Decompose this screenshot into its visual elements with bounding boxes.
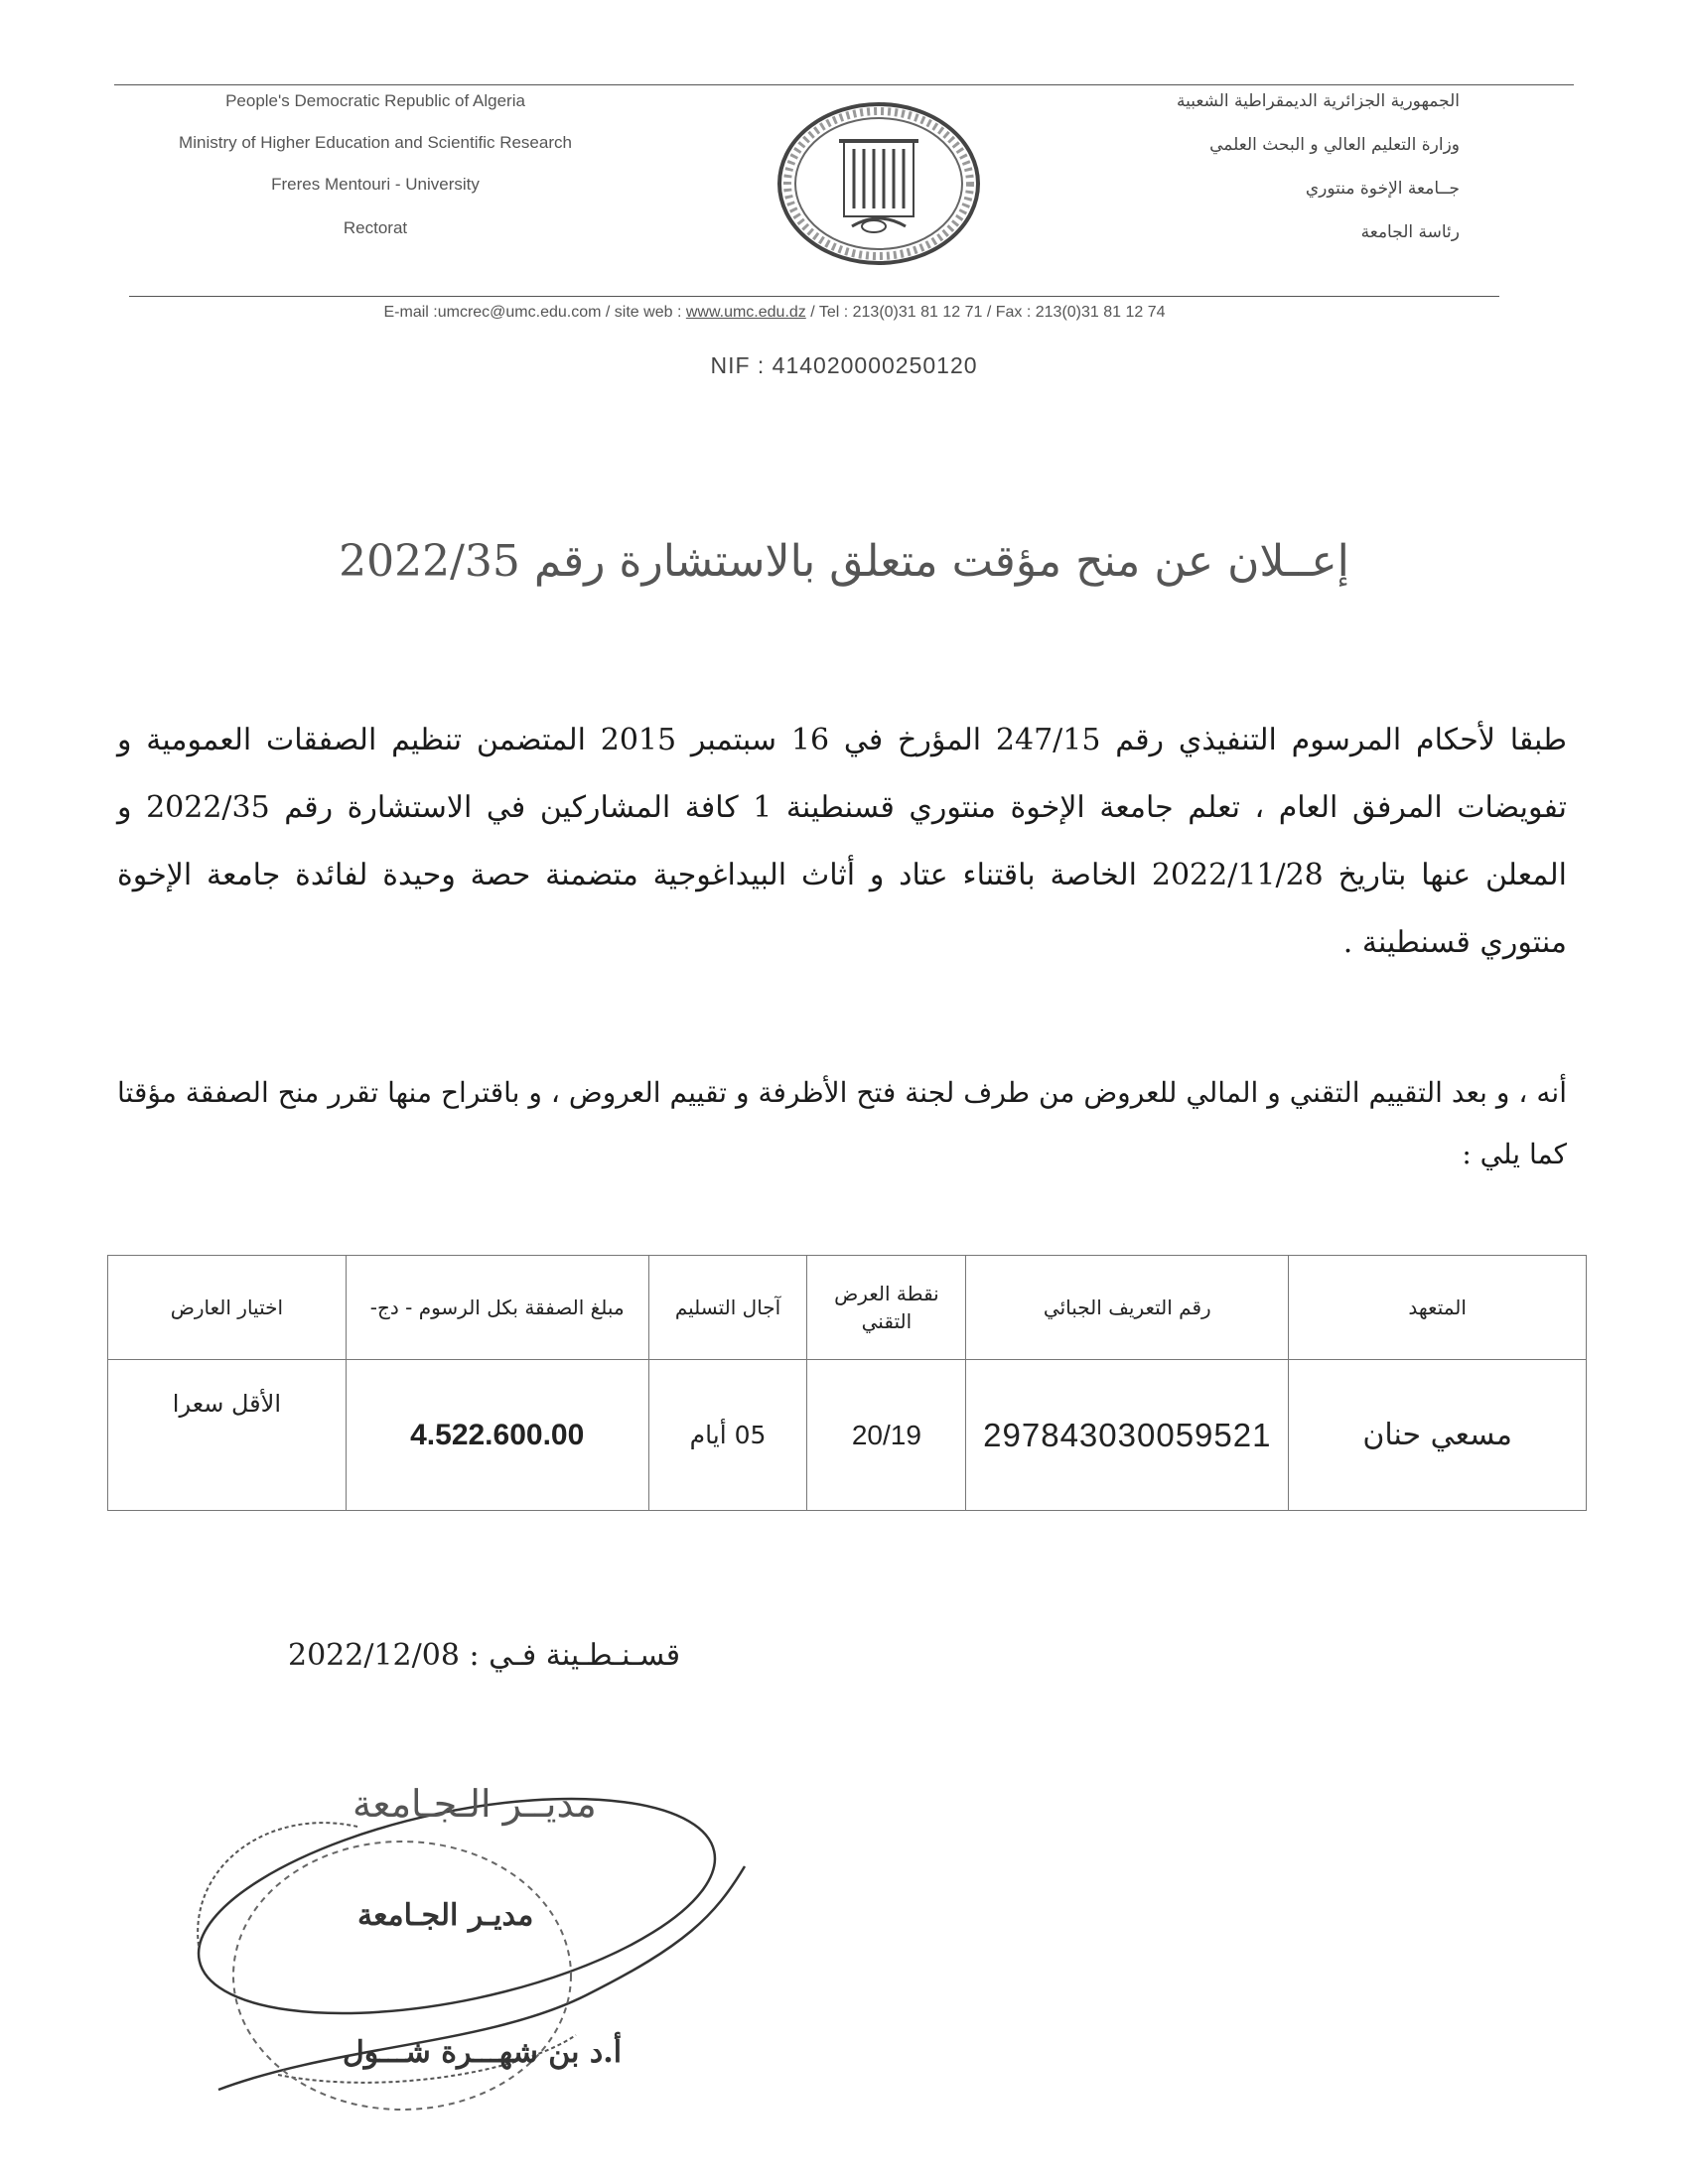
body-paragraph-1: طبقا لأحكام المرسوم التنفيذي رقم 247/15 المؤرخ في 16 سبتمبر 2015 المتضمن تنظيم الصفقات العمومية و تفويضات المرفق العام ، تعلم جامعة الإخوة منتوري قسنطينة 1 كافة المشاركين في الاستشارة رقم 2022/35 و المعلن عنها بتاريخ 2022/11/28 الخاصة باقتناء عتاد و أثاث البيداغوجية متضمنة حصة وحيدة لفائدة جامعة الإخوة منتوري قسنطينة .: [117, 723, 1568, 960]
header-arabic-line-2: وزارة التعليم العالي و البحث العلمي: [1209, 135, 1460, 155]
nif-number: NIF : 414020000250120: [710, 352, 978, 378]
stamp-role: مديـر الجـامعة: [357, 1898, 534, 1933]
header-delivery: آجال التسليم: [648, 1256, 807, 1360]
header-top-rule: [114, 84, 1574, 85]
cell-bidder: مسعي حنان: [1289, 1360, 1587, 1511]
table-row: [108, 1360, 1587, 1511]
body-paragraph-2: أنه ، و بعد التقييم التقني و المالي للعروض من طرف لجنة فتح الأظرفة و تقييم العروض ، و باقتراح منها تقرر منح الصفقة مؤقتا كما يلي :: [117, 1076, 1567, 1170]
header-english-line-4: Rectorat: [343, 218, 408, 237]
award-table: [107, 1255, 1587, 1511]
header-selection: اختيار العارض: [108, 1256, 347, 1360]
header-bottom-rule: [129, 296, 1499, 297]
cell-delivery: 05 أيام: [648, 1360, 807, 1511]
contact-phone-fax: / Tel : 213(0)31 81 12 71 / Fax : 213(0)31 81 12 74: [810, 304, 1166, 321]
stamp-name: أ.د بن شهـــرة شـــول: [343, 2035, 623, 2070]
cell-selection: الأقل سعرا: [108, 1360, 347, 1511]
university-seal-logo: [774, 99, 983, 268]
header-arabic-line-3: جــامعة الإخوة منتوري: [1305, 179, 1460, 199]
header-tech-score: نقطة العرض التقني: [807, 1256, 966, 1360]
header-bidder: المتعهد: [1289, 1256, 1587, 1360]
header-tax-id: رقم التعريف الجبائي: [966, 1256, 1289, 1360]
signature-title: مديــر الـجـامعة: [352, 1782, 597, 1826]
header-english-line-1: People's Democratic Republic of Algeria: [225, 91, 525, 110]
header-english-line-2: Ministry of Higher Education and Scientific Research: [179, 133, 572, 152]
header-amount: مبلغ الصفقة بكل الرسوم - دج-: [346, 1256, 648, 1360]
contact-line: [129, 304, 1420, 322]
announcement-title: إعــلان عن منح مؤقت متعلق بالاستشارة رقم 2022/35: [339, 536, 1349, 587]
table-header-row: [108, 1256, 1587, 1360]
date-location-line: قسـنـطـينة فـي : 2022/12/08: [288, 1638, 681, 1673]
contact-site-link[interactable]: www.umc.edu.dz: [685, 304, 806, 321]
header-arabic-line-4: رئاسة الجامعة: [1360, 222, 1460, 242]
header-english-line-3: Freres Mentouri - University: [271, 175, 480, 194]
cell-tax-id: 297843030059521: [966, 1360, 1289, 1511]
cell-amount: 4.522.600.00: [346, 1360, 648, 1511]
contact-email: E-mail :umcrec@umc.edu.com: [383, 304, 602, 321]
cell-tech-score: 20/19: [807, 1360, 966, 1511]
header-arabic-line-1: الجمهورية الجزائرية الديمقراطية الشعبية: [1176, 91, 1460, 111]
contact-site-label: / site web :: [605, 304, 682, 321]
